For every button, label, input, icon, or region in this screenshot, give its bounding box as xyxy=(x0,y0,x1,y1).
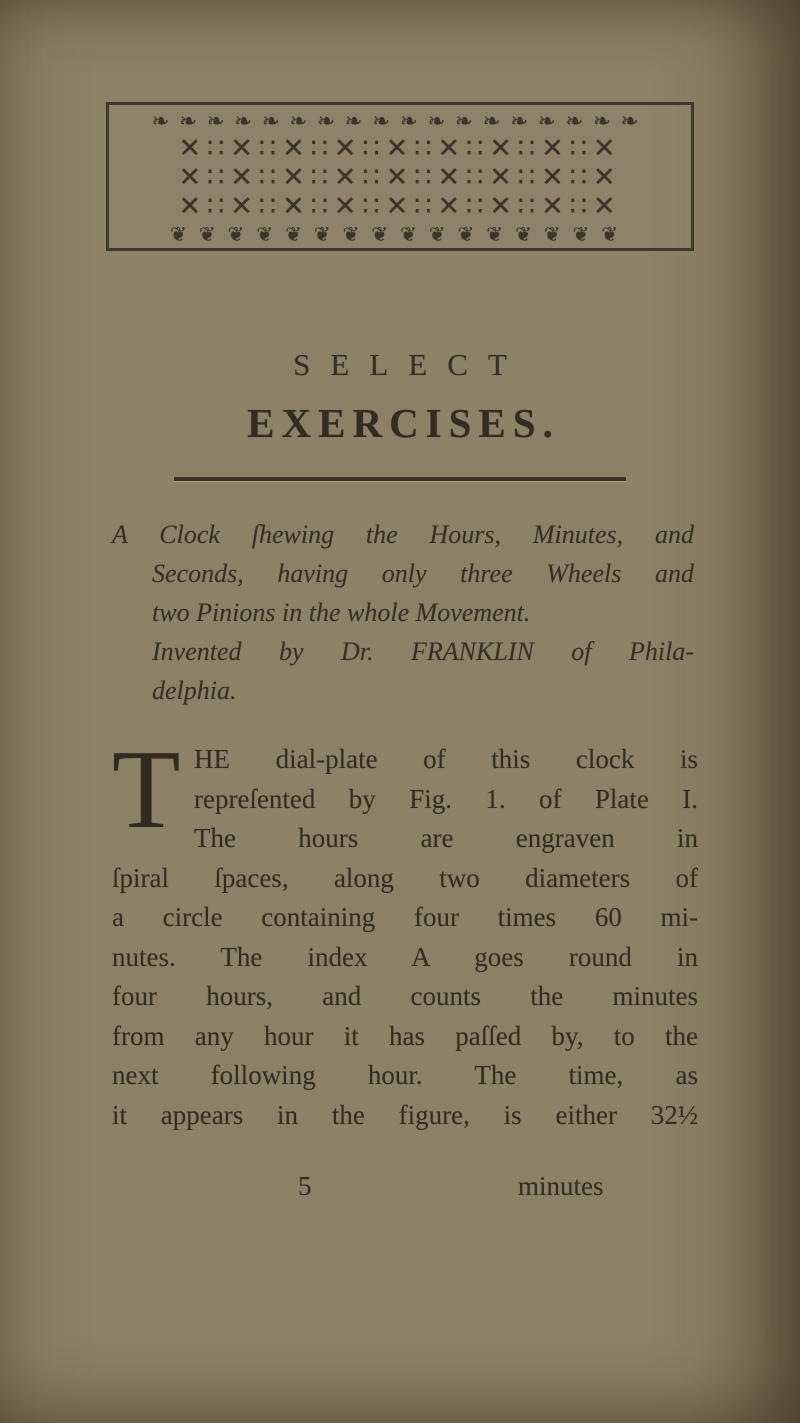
body-line: four hours, and counts the minutes xyxy=(112,981,698,1011)
intro-italic-paragraph xyxy=(112,515,694,710)
body-line: from any hour it has paſſed by, to the xyxy=(112,1020,698,1051)
body-line: nutes. The index A goes round in xyxy=(112,941,698,972)
body-line: a circle containing four times 60 mi- xyxy=(112,902,698,932)
intro-line: A Clock ſhewing the Hours, Minutes, and xyxy=(112,520,694,549)
body-line: The hours are engraven in xyxy=(194,823,698,853)
heading-select: SELECT xyxy=(293,347,527,382)
intro-line: delphia. xyxy=(152,676,237,705)
heading-exercises: EXERCISES. xyxy=(247,400,560,446)
body-line: it appears in the figure, is either 32½ xyxy=(112,1099,698,1130)
ornament-headpiece xyxy=(106,102,694,251)
ornament-floret-row-icon: ❦❦❦❦❦❦❦❦❦❦❦❦❦❦❦❦ xyxy=(169,224,631,244)
ornament-cross-row-icon: ✕∷✕∷✕∷✕∷✕∷✕∷✕∷✕∷✕ xyxy=(178,164,622,191)
body-line: repreſented by Fig. 1. of Plate I. xyxy=(194,783,698,814)
intro-line: Seconds, having only three Wheels and xyxy=(152,559,694,588)
catchword: minutes xyxy=(518,1171,604,1201)
body-line: ſpiral ſpaces, along two diameters of xyxy=(112,862,698,893)
ornament-cross-row-icon: ✕∷✕∷✕∷✕∷✕∷✕∷✕∷✕∷✕ xyxy=(178,135,622,162)
page-foot-line xyxy=(112,1171,698,1211)
signature-mark: 5 xyxy=(298,1171,312,1201)
intro-line: Invented by Dr. FRANKLIN of Phila- xyxy=(152,637,694,666)
body-paragraph xyxy=(112,728,698,1135)
ornament-cross-row-icon: ✕∷✕∷✕∷✕∷✕∷✕∷✕∷✕∷✕ xyxy=(178,193,622,220)
body-line: HE dial-plate of this clock is xyxy=(194,744,698,774)
body-line: next following hour. The time, as xyxy=(112,1060,698,1090)
ornament-scroll-row-icon: ❧❧❧❧❧❧❧❧❧❧❧❧❧❧❧❧❧❧ xyxy=(151,111,649,132)
intro-line: two Pinions in the whole Movement. xyxy=(152,598,531,627)
divider-rule xyxy=(174,477,626,481)
drop-cap-initial: T xyxy=(112,728,181,852)
